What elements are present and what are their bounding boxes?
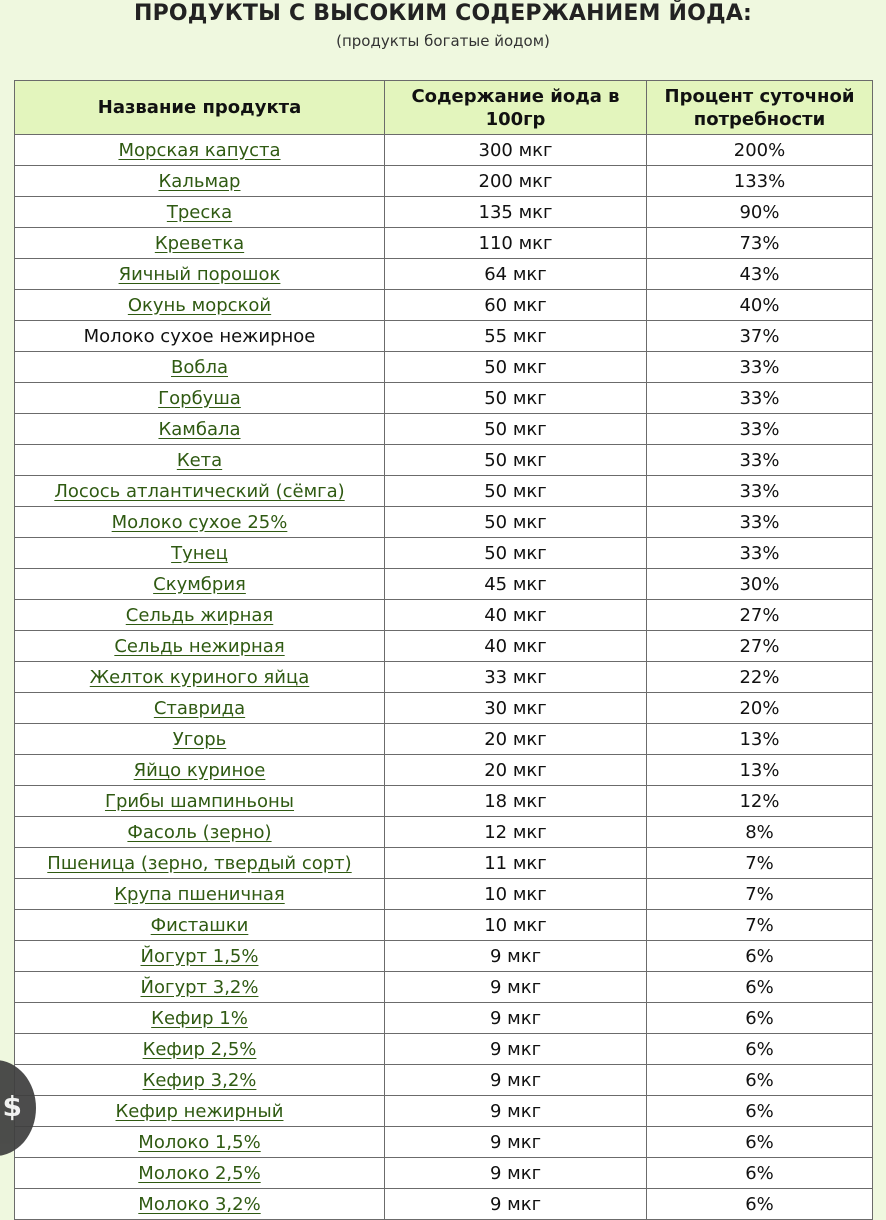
product-link[interactable]: Пшеница (зерно, твердый сорт) [47, 852, 352, 874]
product-name-cell[interactable] [15, 383, 385, 414]
iodine-content-cell: 18 мкг [385, 786, 647, 817]
product-name-cell[interactable] [15, 786, 385, 817]
product-link[interactable]: Фасоль (зерно) [127, 821, 272, 843]
daily-percent-cell: 8% [647, 817, 873, 848]
iodine-content-cell: 50 мкг [385, 352, 647, 383]
product-name-cell[interactable] [15, 1034, 385, 1065]
iodine-content-cell: 10 мкг [385, 879, 647, 910]
product-name-cell[interactable] [15, 1065, 385, 1096]
product-link[interactable]: Йогурт 3,2% [140, 976, 259, 998]
table-row [15, 1127, 873, 1158]
product-name-cell[interactable] [15, 631, 385, 662]
product-link[interactable]: Яйцо куриное [133, 759, 266, 781]
table-row [15, 693, 873, 724]
product-name-cell[interactable] [15, 1096, 385, 1127]
product-link[interactable]: Желток куриного яйца [89, 666, 310, 688]
iodine-content-cell: 40 мкг [385, 631, 647, 662]
daily-percent-cell: 30% [647, 569, 873, 600]
product-link[interactable]: Кефир 3,2% [142, 1069, 257, 1091]
product-link[interactable]: Молоко 3,2% [138, 1193, 261, 1215]
table-row [15, 414, 873, 445]
table-row [15, 817, 873, 848]
table-row [15, 538, 873, 569]
daily-percent-cell: 33% [647, 414, 873, 445]
product-link[interactable]: Кефир 2,5% [142, 1038, 257, 1060]
iodine-content-cell: 30 мкг [385, 693, 647, 724]
iodine-content-cell: 135 мкг [385, 197, 647, 228]
daily-percent-cell: 33% [647, 352, 873, 383]
iodine-content-cell: 110 мкг [385, 228, 647, 259]
table-body [15, 135, 873, 1220]
product-name-cell[interactable] [15, 1189, 385, 1220]
table-row [15, 135, 873, 166]
table-row [15, 445, 873, 476]
daily-percent-cell: 6% [647, 972, 873, 1003]
product-name-cell[interactable] [15, 414, 385, 445]
table-row [15, 1065, 873, 1096]
iodine-content-cell: 50 мкг [385, 507, 647, 538]
table-row [15, 507, 873, 538]
product-name-cell[interactable] [15, 879, 385, 910]
daily-percent-cell: 6% [647, 1065, 873, 1096]
iodine-content-cell: 60 мкг [385, 290, 647, 321]
daily-percent-cell: 6% [647, 941, 873, 972]
table-row [15, 476, 873, 507]
product-name-cell[interactable] [15, 166, 385, 197]
table-row [15, 1189, 873, 1220]
daily-percent-cell: 6% [647, 1096, 873, 1127]
iodine-content-cell: 64 мкг [385, 259, 647, 290]
daily-percent-cell: 6% [647, 1189, 873, 1220]
product-link[interactable]: Молоко сухое 25% [111, 511, 288, 533]
table-row [15, 197, 873, 228]
product-link[interactable]: Йогурт 1,5% [140, 945, 259, 967]
daily-percent-cell: 43% [647, 259, 873, 290]
product-name-cell[interactable] [15, 910, 385, 941]
product-link[interactable]: Морская капуста [118, 139, 281, 161]
table-row [15, 383, 873, 414]
product-link[interactable]: Кета [176, 449, 223, 471]
product-name-cell[interactable] [15, 507, 385, 538]
table-row [15, 352, 873, 383]
iodine-content-cell: 9 мкг [385, 1189, 647, 1220]
iodine-content-cell: 55 мкг [385, 321, 647, 352]
table-row [15, 1158, 873, 1189]
product-name-cell[interactable] [15, 228, 385, 259]
table-row [15, 910, 873, 941]
product-name-cell[interactable] [15, 290, 385, 321]
product-link[interactable]: Треска [166, 201, 233, 223]
daily-percent-cell: 22% [647, 662, 873, 693]
daily-percent-cell: 6% [647, 1127, 873, 1158]
product-link[interactable]: Кефир 1% [151, 1007, 248, 1029]
product-link[interactable]: Крупа пшеничная [114, 883, 285, 905]
product-name-cell[interactable] [15, 135, 385, 166]
daily-percent-cell: 73% [647, 228, 873, 259]
table-row [15, 786, 873, 817]
product-name-cell [15, 321, 385, 352]
table-row [15, 1034, 873, 1065]
table-row [15, 848, 873, 879]
column-header-percent: Процент суточной потребности [647, 81, 873, 135]
column-header-iodine: Содержание йода в 100гр [385, 81, 647, 135]
product-link[interactable]: Яичный порошок [118, 263, 281, 285]
table-row [15, 1096, 873, 1127]
table-header-row [15, 81, 873, 135]
product-name-cell[interactable] [15, 972, 385, 1003]
iodine-content-cell: 9 мкг [385, 1096, 647, 1127]
daily-percent-cell: 6% [647, 1158, 873, 1189]
table-row [15, 724, 873, 755]
iodine-content-cell: 50 мкг [385, 414, 647, 445]
table-row [15, 228, 873, 259]
product-name-cell[interactable] [15, 259, 385, 290]
product-link[interactable]: Вобла [171, 356, 228, 378]
daily-percent-cell: 200% [647, 135, 873, 166]
table-row [15, 166, 873, 197]
product-link[interactable]: Камбала [158, 418, 241, 440]
product-name-cell[interactable] [15, 1003, 385, 1034]
iodine-content-cell: 200 мкг [385, 166, 647, 197]
product-name-cell[interactable] [15, 848, 385, 879]
page-subtitle: (продукты богатые йодом) [336, 32, 550, 50]
product-name-cell[interactable] [15, 662, 385, 693]
table-row [15, 569, 873, 600]
daily-percent-cell: 7% [647, 910, 873, 941]
daily-percent-cell: 6% [647, 1003, 873, 1034]
product-name-cell[interactable] [15, 1158, 385, 1189]
product-name-cell[interactable] [15, 1127, 385, 1158]
iodine-content-cell: 45 мкг [385, 569, 647, 600]
product-link[interactable]: Креветка [154, 232, 245, 254]
product-link[interactable]: Ставрида [153, 697, 246, 719]
iodine-content-cell: 9 мкг [385, 941, 647, 972]
table-row [15, 600, 873, 631]
product-link[interactable]: Фисташки [150, 914, 249, 936]
daily-percent-cell: 12% [647, 786, 873, 817]
product-name-cell[interactable] [15, 755, 385, 786]
daily-percent-cell: 27% [647, 600, 873, 631]
product-name-text: Молоко сухое нежирное [83, 325, 316, 347]
table-row [15, 321, 873, 352]
product-name-cell[interactable] [15, 817, 385, 848]
product-name-cell[interactable] [15, 941, 385, 972]
daily-percent-cell: 40% [647, 290, 873, 321]
product-name-cell[interactable] [15, 693, 385, 724]
product-link[interactable]: Кальмар [158, 170, 241, 192]
daily-percent-cell: 37% [647, 321, 873, 352]
table-row [15, 259, 873, 290]
iodine-content-cell: 50 мкг [385, 445, 647, 476]
daily-percent-cell: 133% [647, 166, 873, 197]
iodine-content-cell: 10 мкг [385, 910, 647, 941]
iodine-content-cell: 40 мкг [385, 600, 647, 631]
daily-percent-cell: 27% [647, 631, 873, 662]
iodine-content-cell: 50 мкг [385, 383, 647, 414]
iodine-content-cell: 33 мкг [385, 662, 647, 693]
table-row [15, 941, 873, 972]
iodine-content-cell: 9 мкг [385, 1065, 647, 1096]
table-row [15, 662, 873, 693]
iodine-content-cell: 9 мкг [385, 1127, 647, 1158]
daily-percent-cell: 33% [647, 445, 873, 476]
daily-percent-cell: 33% [647, 538, 873, 569]
daily-percent-cell: 7% [647, 879, 873, 910]
product-link[interactable]: Лосось атлантический (сёмга) [54, 480, 345, 502]
daily-percent-cell: 33% [647, 383, 873, 414]
table-row [15, 631, 873, 662]
table-row [15, 290, 873, 321]
product-link[interactable]: Окунь морской [127, 294, 272, 316]
table-row [15, 972, 873, 1003]
product-name-cell[interactable] [15, 445, 385, 476]
table-row [15, 755, 873, 786]
daily-percent-cell: 13% [647, 724, 873, 755]
iodine-content-cell: 9 мкг [385, 972, 647, 1003]
product-link[interactable]: Кефир нежирный [115, 1100, 284, 1122]
iodine-content-cell: 50 мкг [385, 538, 647, 569]
iodine-content-cell: 9 мкг [385, 1034, 647, 1065]
iodine-content-cell: 12 мкг [385, 817, 647, 848]
product-link[interactable]: Молоко 2,5% [138, 1162, 261, 1184]
daily-percent-cell: 33% [647, 507, 873, 538]
product-name-cell[interactable] [15, 569, 385, 600]
product-link[interactable]: Сельдь жирная [125, 604, 274, 626]
column-header-product: Название продукта [15, 81, 385, 135]
table-row [15, 1003, 873, 1034]
page-title: ПРОДУКТЫ С ВЫСОКИМ СОДЕРЖАНИЕМ ЙОДА: [133, 1, 753, 26]
daily-percent-cell: 6% [647, 1034, 873, 1065]
product-name-cell[interactable] [15, 600, 385, 631]
product-link[interactable]: Горбуша [158, 387, 241, 409]
iodine-content-cell: 9 мкг [385, 1158, 647, 1189]
iodine-content-cell: 300 мкг [385, 135, 647, 166]
product-name-cell[interactable] [15, 476, 385, 507]
product-name-cell[interactable] [15, 538, 385, 569]
daily-percent-cell: 7% [647, 848, 873, 879]
iodine-content-cell: 9 мкг [385, 1003, 647, 1034]
daily-percent-cell: 90% [647, 197, 873, 228]
product-name-cell[interactable] [15, 724, 385, 755]
iodine-table [14, 80, 873, 1220]
product-link[interactable]: Грибы шампиньоны [104, 790, 295, 812]
iodine-content-cell: 11 мкг [385, 848, 647, 879]
daily-percent-cell: 33% [647, 476, 873, 507]
product-name-cell[interactable] [15, 352, 385, 383]
product-link[interactable]: Сельдь нежирная [114, 635, 285, 657]
avatar-badge-icon: $ [2, 1090, 22, 1123]
product-name-cell[interactable] [15, 197, 385, 228]
iodine-content-cell: 20 мкг [385, 724, 647, 755]
daily-percent-cell: 13% [647, 755, 873, 786]
iodine-content-cell: 50 мкг [385, 476, 647, 507]
product-link[interactable]: Тунец [171, 542, 228, 564]
product-link[interactable]: Молоко 1,5% [138, 1131, 261, 1153]
product-link[interactable]: Угорь [172, 728, 227, 750]
product-link[interactable]: Скумбрия [153, 573, 246, 595]
iodine-content-cell: 20 мкг [385, 755, 647, 786]
table-row [15, 879, 873, 910]
daily-percent-cell: 20% [647, 693, 873, 724]
